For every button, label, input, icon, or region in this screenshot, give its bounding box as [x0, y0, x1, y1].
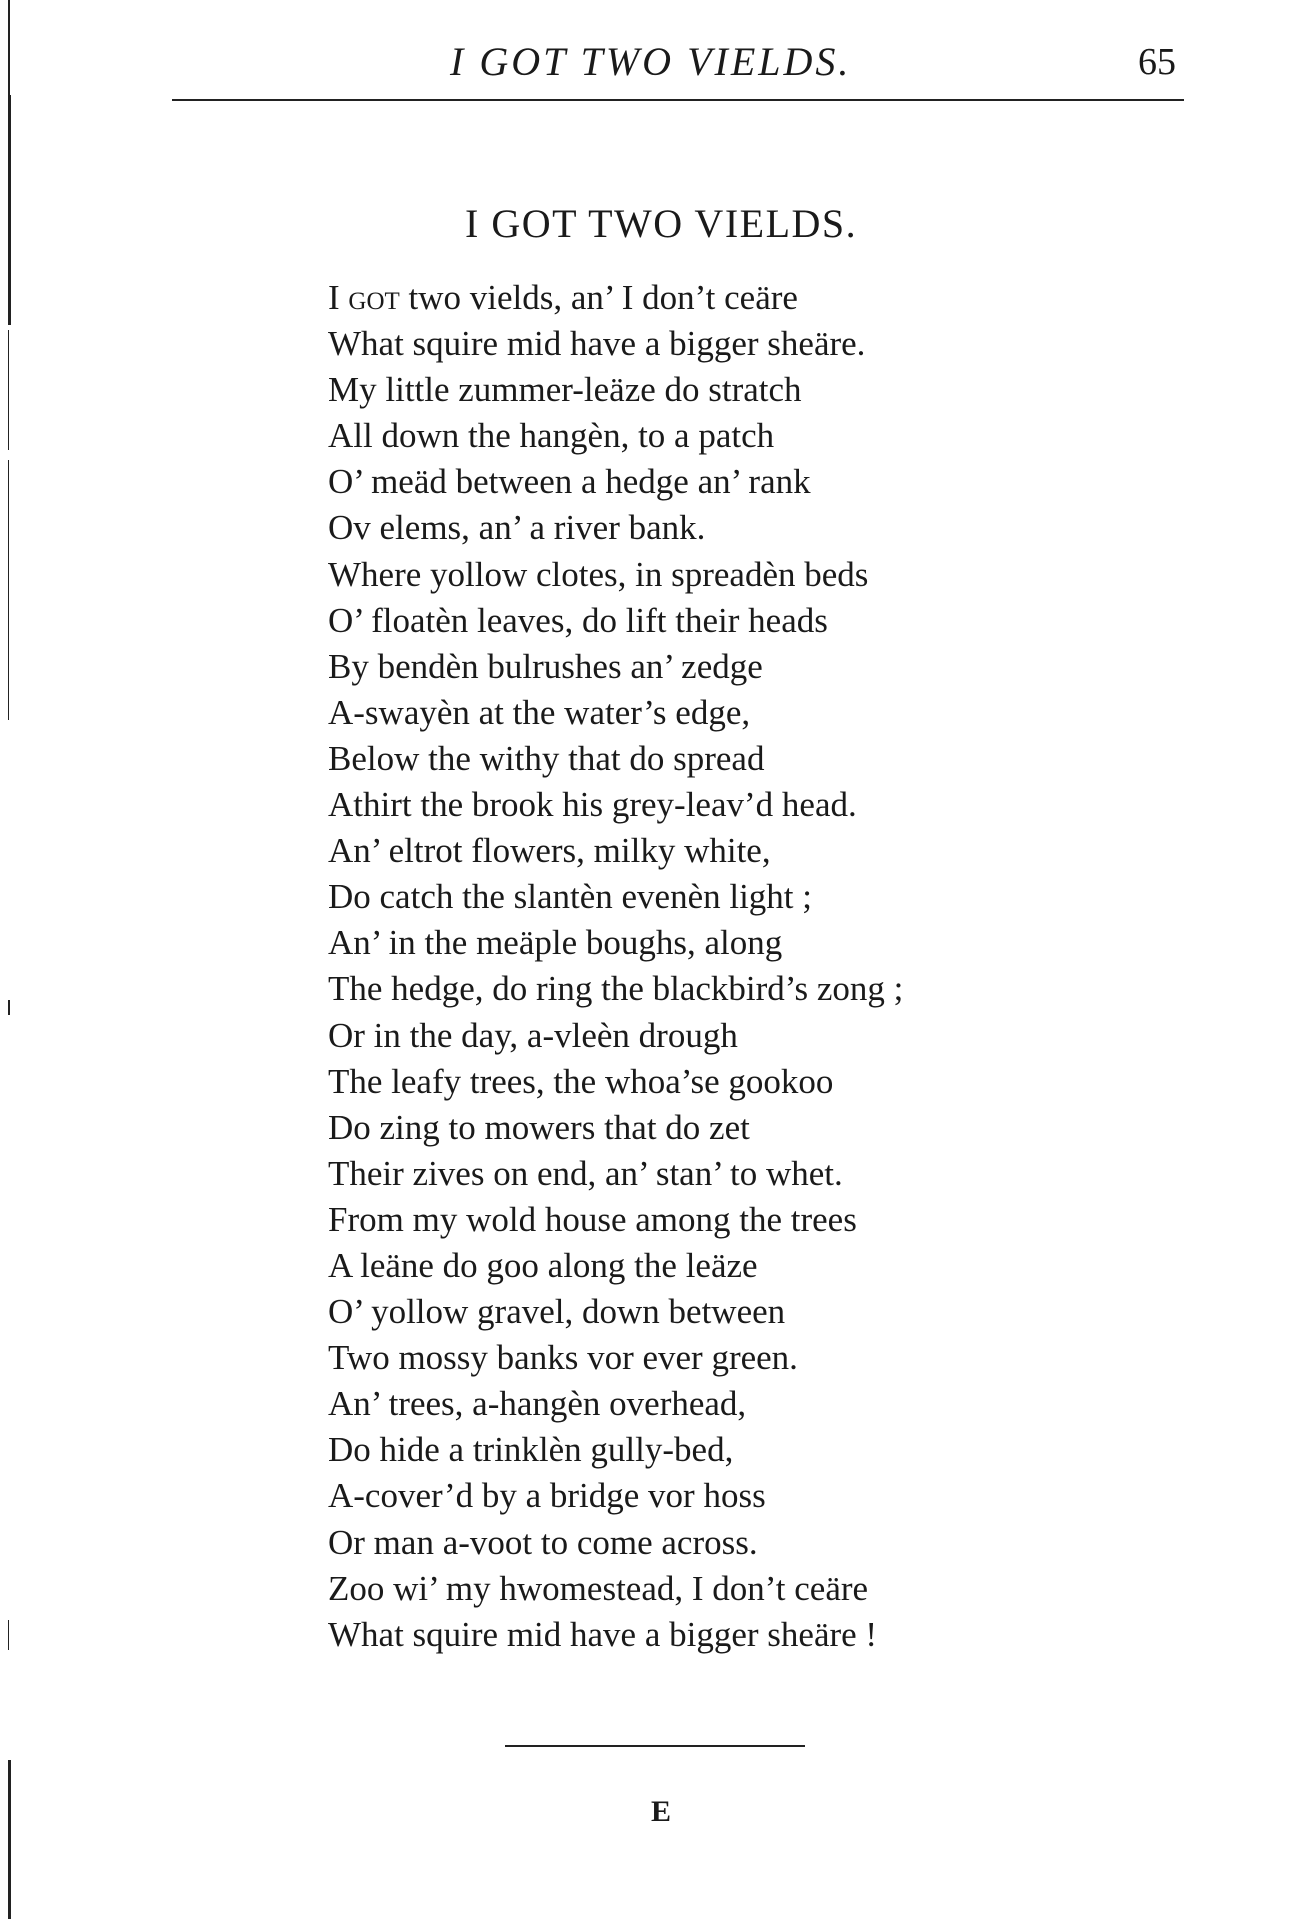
poem-line: What squire mid have a bigger sheäre !	[328, 1614, 878, 1654]
first-line-smallcaps: got	[348, 278, 400, 317]
poem-line: Do zing to mowers that do zet	[328, 1107, 750, 1147]
poem-line: O’ floatèn leaves, do lift their heads	[328, 600, 828, 640]
poem-line: Two mossy banks vor ever green.	[328, 1338, 798, 1378]
poem-title: I GOT TWO VIELDS.	[465, 201, 858, 246]
poem-line: All down the hangèn, to a patch	[328, 416, 775, 456]
poem-line: A leäne do goo along the leäze	[328, 1245, 758, 1285]
poem-body	[328, 275, 903, 1658]
poem-line: The leafy trees, the whoa’se gookoo	[328, 1061, 834, 1101]
poem-line: O’ meäd between a hedge an’ rank	[328, 462, 811, 502]
poem-line: A-cover’d by a bridge vor hoss	[328, 1476, 766, 1516]
poem-line: The hedge, do ring the blackbird’s zong ;	[328, 969, 904, 1009]
poem-line: My little zummer-leäze do stratch	[328, 370, 802, 410]
poem-line: Where yollow clotes, in spreadèn beds	[328, 554, 869, 594]
poem-line	[328, 275, 903, 321]
poem-line: An’ eltrot flowers, milky white,	[328, 831, 771, 871]
poem-line: O’ yollow gravel, down between	[328, 1292, 786, 1332]
scan-binding-edge	[8, 0, 11, 1919]
poem-line: A-swayèn at the water’s edge,	[328, 692, 751, 732]
poem-line: From my wold house among the trees	[328, 1199, 857, 1239]
poem-line: Zoo wi’ my hwomestead, I don’t ceäre	[328, 1568, 869, 1608]
poem-line: Ov elems, an’ a river bank.	[328, 508, 706, 548]
poem-line: Or in the day, a-vleèn drough	[328, 1015, 738, 1055]
poem-line: An’ trees, a-hangèn overhead,	[328, 1384, 747, 1424]
poem-line: Or man a-voot to come across.	[328, 1522, 758, 1562]
first-line-rest: two vields, an’ I don’t ceäre	[399, 278, 798, 317]
running-head: I GOT TWO VIELDS.	[450, 39, 852, 84]
signature-mark: E	[651, 1795, 672, 1828]
page-number: 65	[1138, 41, 1176, 83]
poem-line: Do hide a trinklèn gully-bed,	[328, 1430, 734, 1470]
poem-line: By bendèn bulrushes an’ zedge	[328, 646, 763, 686]
poem-line: Athirt the brook his grey-leav’d head.	[328, 785, 857, 825]
poem-line: What squire mid have a bigger sheäre.	[328, 324, 866, 364]
poem-end-rule	[505, 1745, 805, 1747]
header-rule	[172, 99, 1184, 101]
poem-line: Below the withy that do spread	[328, 738, 765, 778]
poem-line: An’ in the meäple boughs, along	[328, 923, 783, 963]
poem-line: Their zives on end, an’ stan’ to whet.	[328, 1153, 843, 1193]
first-line-initial: I	[328, 278, 349, 317]
poem-line: Do catch the slantèn evenèn light ;	[328, 877, 813, 917]
